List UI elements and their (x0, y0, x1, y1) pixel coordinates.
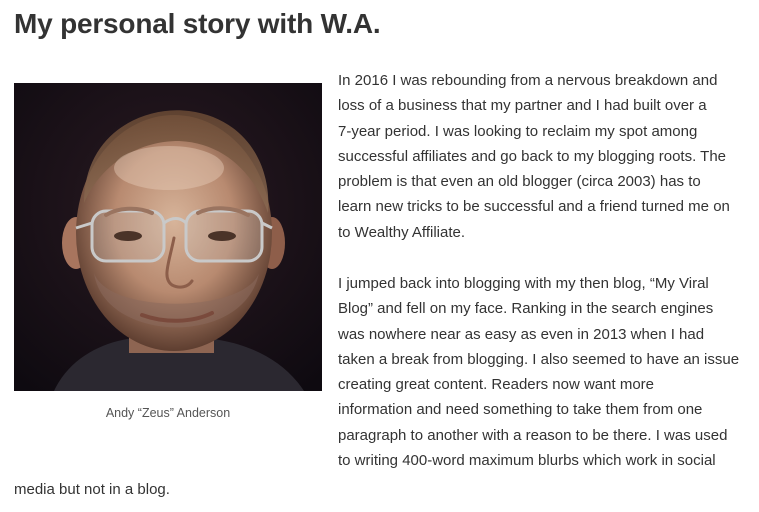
author-photo (14, 83, 322, 391)
paragraph-line: to writing 400-word maximum blurbs which work in social (338, 452, 716, 470)
paragraph-line: taken a break from blogging. I also seemed to have an issue (338, 350, 740, 368)
paragraph-line: In 2016 I was rebounding from a nervous breakdown and (338, 72, 718, 89)
story-paragraph-2 (338, 271, 750, 473)
photo-caption: Andy “Zeus” Anderson (105, 406, 231, 420)
paragraph-line: I jumped back into blogging with my then blog, “My Viral (338, 275, 709, 292)
paragraph-line: learn new tricks to be successful and a friend turned me on (338, 198, 730, 216)
paragraph-line: loss of a business that my partner and I had built over a (338, 97, 707, 115)
paragraph-line: 7-year period. I was looking to reclaim my spot among (338, 122, 698, 140)
paragraph-line: successful affiliates and go back to my blogging roots. The (338, 147, 727, 165)
paragraph-line: to Wealthy Affiliate. (338, 223, 466, 241)
paragraph-line: information and need something to take them from one (338, 401, 703, 419)
paragraph-2-tail: media but not in a blog. (14, 481, 170, 498)
paragraph-line: was nowhere near as easy as even in 2013 when I had (338, 325, 705, 343)
story-paragraph-1 (338, 68, 750, 245)
paragraph-line: Blog” and fell on my face. Ranking in the search engines (338, 300, 714, 318)
paragraph-line: creating great content. Readers now want more (338, 376, 655, 394)
author-photo-figure (14, 83, 322, 421)
paragraph-line: paragraph to another with a reason to be there. I was used (338, 426, 728, 444)
page-title: My personal story with W.A. (14, 8, 381, 39)
paragraph-line: problem is that even an old blogger (circa 2003) has to (338, 173, 701, 191)
